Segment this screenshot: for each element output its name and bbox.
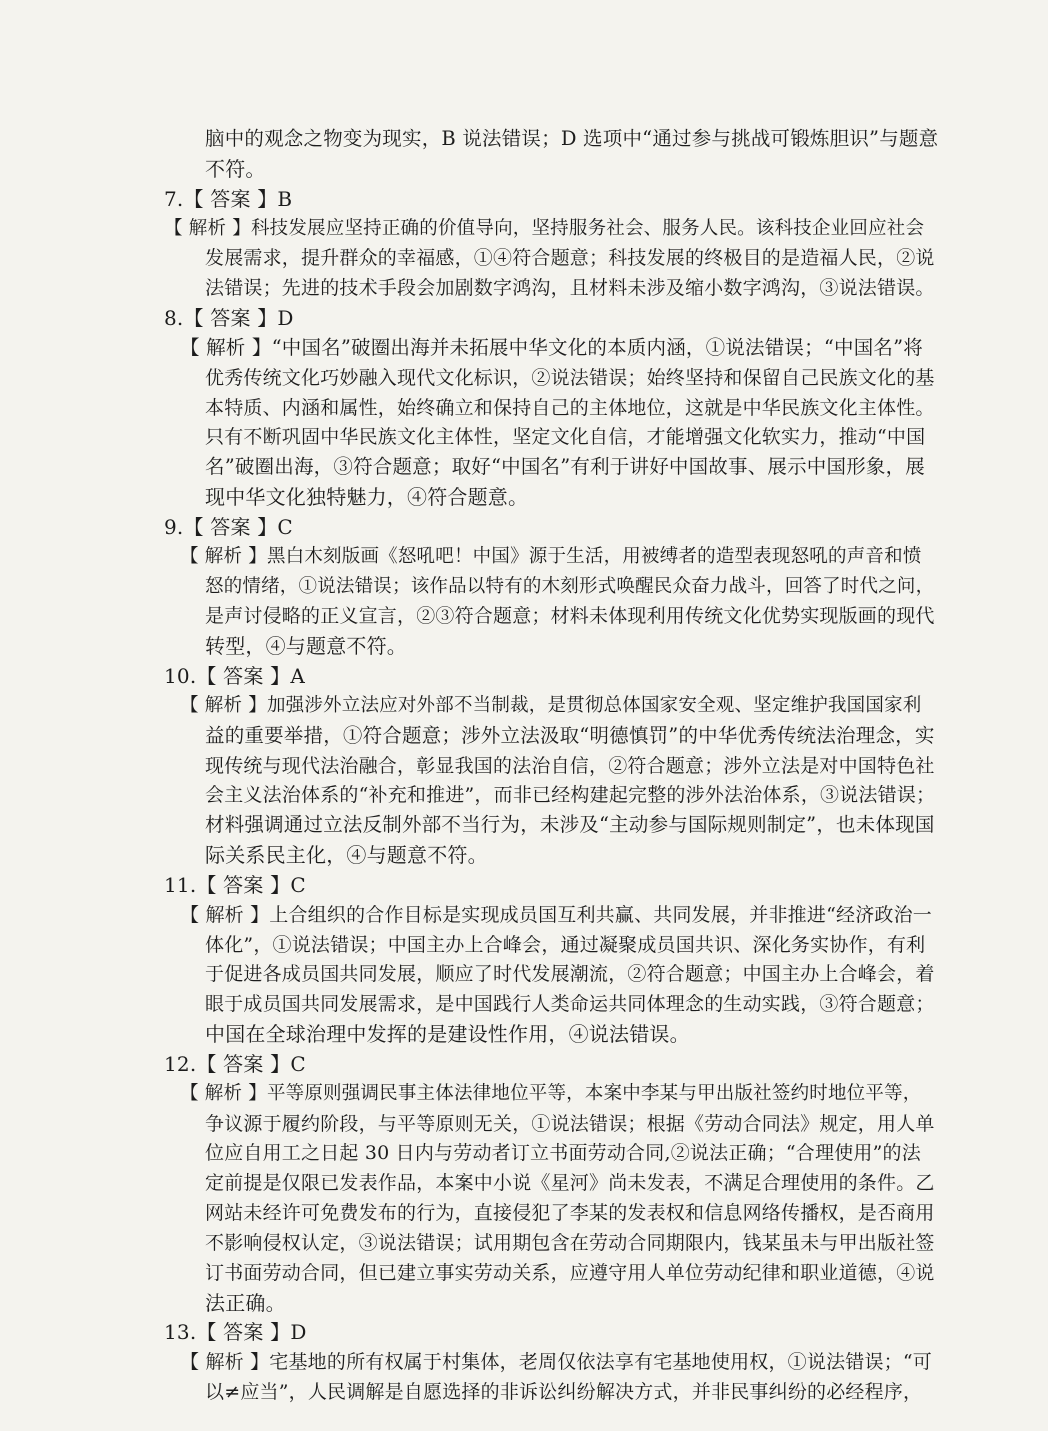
analysis-7-line: 法错误；先进的技术手段会加剧数字鸿沟，且材料未涉及缩小数字鸿沟，③说法错误。: [205, 277, 935, 299]
analysis-10-line: 材料强调通过立法反制外部不当行为，未涉及“主动参与国际规则制定”，也未体现国: [205, 813, 935, 836]
analysis-10-line: 会主义法治体系的“补充和推进”，而非已经构建起完整的涉外法治体系，③说法错误；: [205, 784, 936, 806]
analysis-12-line: 定前提是仅限已发表作品，本案中小说《星河》尚未发表，不满足合理使用的条件。乙: [205, 1172, 935, 1194]
analysis-11-line: 中国在全球治理中发挥的是建设性作用，④说法错误。: [205, 1022, 690, 1046]
analysis-11-line: 眼于成员国共同发展需求，是中国践行人类命运共同体理念的生动实践，③符合题意；: [205, 993, 935, 1015]
analysis-11-line: 体化”，①说法错误；中国主办上合峰会，通过凝聚成员国共识、深化务实协作，有利: [205, 934, 926, 956]
analysis-12-line: 订书面劳动合同，但已建立事实劳动关系，应遵守用人单位劳动纪律和职业道德，④说: [205, 1262, 935, 1284]
answer-13: 13.【 答案 】D: [164, 1320, 307, 1344]
analysis-8-line: 现中华文化独特魅力，④符合题意。: [205, 485, 529, 509]
analysis-7-line: 发展需求，提升群众的幸福感，①④符合题意；科技发展的终极目的是造福人民，②说: [205, 247, 935, 269]
answer-9: 9.【 答案 】C: [164, 515, 293, 539]
intro-line: 不符。: [205, 157, 266, 181]
analysis-9-line: 怒的情绪，①说法错误；该作品以特有的木刻形式唤醒民众奋力战斗，回答了时代之问，: [205, 576, 935, 597]
analysis-11-line: 【 解析 】上合组织的合作目标是实现成员国互利共赢、共同发展，并非推进“经济政治一: [180, 904, 932, 926]
intro-line: 脑中的观念之物变为现实，B 说法错误；D 选项中“通过参与挑战可锻炼胆识”与题意: [205, 127, 939, 150]
analysis-8-line: 优秀传统文化巧妙融入现代文化标识，②说法错误；始终坚持和保留自己民族文化的基: [205, 367, 935, 389]
answer-7: 7.【 答案 】B: [164, 187, 293, 211]
analysis-8-line: 【 解析 】“中国名”破圈出海并未拓展中华文化的本质内涵，①说法错误；“中国名”将: [180, 336, 923, 359]
analysis-10-line: 现传统与现代法治融合，彰显我国的法治自信，②符合题意；涉外立法是对中国特色社: [205, 755, 935, 777]
analysis-12-line: 争议源于履约阶段，与平等原则无关，①说法错误；根据《劳动合同法》规定，用人单: [205, 1113, 935, 1135]
analysis-12-line: 不影响侵权认定，③说法错误；试用期包含在劳动合同期限内，钱某虽未与甲出版社签: [205, 1232, 935, 1254]
analysis-11-line: 于促进各成员国共同发展，顺应了时代发展潮流，②符合题意；中国主办上合峰会，着: [205, 963, 935, 985]
analysis-12-line: 位应自用工之日起 30 日内与劳动者订立书面劳动合同,②说法正确；“合理使用”的法: [205, 1142, 921, 1164]
answer-12: 12.【 答案 】C: [164, 1052, 306, 1076]
answer-11: 11.【 答案 】C: [164, 873, 306, 897]
analysis-8-line: 只有不断巩固中华民族文化主体性，坚定文化自信，才能增强文化软实力，推动“中国: [205, 426, 926, 448]
analysis-7-line: 【 解析 】科技发展应坚持正确的价值导向，坚持服务社会、服务人民。该科技企业回应社会: [164, 218, 925, 239]
analysis-9-line: 【 解析 】黑白木刻版画《怒吼吧！中国》源于生活，用被缚者的造型表现怒吼的声音和愤: [180, 546, 922, 567]
answer-10: 10.【 答案 】A: [164, 664, 305, 688]
analysis-12-line: 网站未经许可免费发布的行为，直接侵犯了李某的发表权和信息网络传播权，是否商用: [205, 1202, 935, 1224]
analysis-8-line: 名”破圈出海，③符合题意；取好“中国名”有利于讲好中国故事、展示中国形象，展: [205, 455, 926, 478]
analysis-10-line: 【 解析 】加强涉外立法应对外部不当制裁，是贯彻总体国家安全观、坚定维护我国国家利: [180, 695, 922, 716]
analysis-9-line: 是声讨侵略的正义宣言，②③符合题意；材料未体现利用传统文化优势实现版画的现代: [205, 605, 935, 627]
analysis-10-line: 际关系民主化，④与题意不符。: [205, 843, 488, 867]
analysis-8-line: 本特质、内涵和属性，始终确立和保持自己的主体地位，这就是中华民族文化主体性。: [205, 397, 935, 419]
analysis-13-line: 【 解析 】宅基地的所有权属于村集体，老周仅依法享有宅基地使用权，①说法错误；“可: [180, 1351, 932, 1373]
analysis-12-line: 【 解析 】平等原则强调民事主体法律地位平等，本案中李某与甲出版社签约时地位平等，: [180, 1083, 922, 1104]
analysis-13-line: 以≠应当”，人民调解是自愿选择的非诉讼纠纷解决方式，并非民事纠纷的必经程序，: [205, 1381, 923, 1403]
analysis-10-line: 益的重要举措，①符合题意；涉外立法汲取“明德慎罚”的中华优秀传统法治理念，实: [205, 724, 935, 747]
analysis-12-line: 法正确。: [205, 1291, 286, 1315]
answer-8: 8.【 答案 】D: [164, 306, 294, 330]
analysis-9-line: 转型，④与题意不符。: [205, 634, 407, 658]
